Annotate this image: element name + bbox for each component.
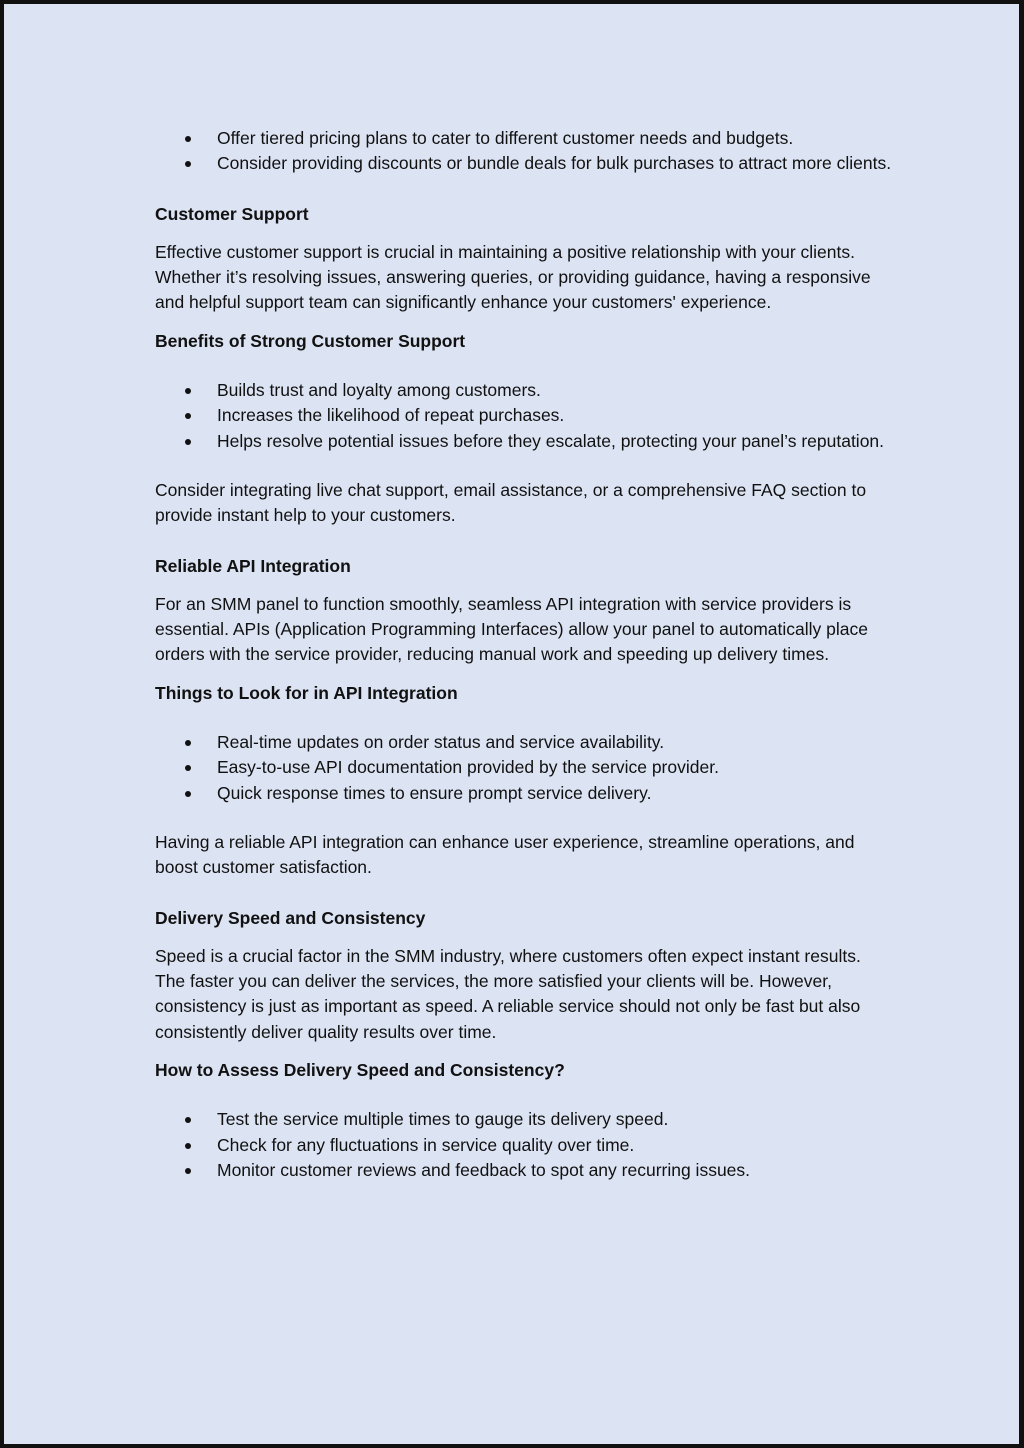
subheading-delivery-assess: How to Assess Delivery Speed and Consistency? <box>155 1060 565 1081</box>
subheading-benefits: Benefits of Strong Customer Support <box>155 330 466 351</box>
bullet-icon <box>185 740 191 746</box>
section-heading-customer-support: Customer Support <box>155 203 309 224</box>
list-item: Monitor customer reviews and feedback to spot any recurring issues. <box>155 1158 895 1183</box>
list-item: Quick response times to ensure prompt service delivery. <box>155 781 895 806</box>
list-item: Increases the likelihood of repeat purchases. <box>155 403 895 428</box>
delivery-paragraph: Speed is a crucial factor in the SMM industry, where customers often expect instant results. The faster you can deliver the services, the more satisfied your clients will be. However, consistency is just as important as speed. A reliable service should not only be fast but also consistently deliver quality results over time. <box>155 945 861 1042</box>
pricing-list <box>155 126 895 177</box>
customer-support-closing: Consider integrating live chat support, email assistance, or a comprehensive FAQ section to provide instant help to your customers. <box>155 479 867 526</box>
bullet-icon <box>185 439 191 445</box>
bullet-icon <box>185 388 191 394</box>
list-item: Easy-to-use API documentation provided by the service provider. <box>155 755 895 780</box>
bullet-icon <box>185 1117 191 1123</box>
list-item: Test the service multiple times to gauge its delivery speed. <box>155 1107 895 1132</box>
list-item: Helps resolve potential issues before they escalate, protecting your panel’s reputation. <box>155 429 895 454</box>
bullet-icon <box>185 1168 191 1174</box>
bullet-icon <box>185 791 191 797</box>
list-item: Consider providing discounts or bundle deals for bulk purchases to attract more clients. <box>155 151 895 176</box>
list-item: Real-time updates on order status and service availability. <box>155 730 895 755</box>
api-integration-closing: Having a reliable API integration can enhance user experience, streamline operations, and boost customer satisfaction. <box>155 831 855 878</box>
api-integration-paragraph: For an SMM panel to function smoothly, seamless API integration with service providers is essential. APIs (Application Programming Interfaces) allow your panel to automatically place orders with the service provider, reducing manual work and speeding up delivery times. <box>155 593 868 665</box>
api-list <box>155 730 895 806</box>
list-item: Offer tiered pricing plans to cater to different customer needs and budgets. <box>155 126 895 151</box>
list-item: Builds trust and loyalty among customers. <box>155 378 895 403</box>
bullet-icon <box>185 136 191 142</box>
bullet-icon <box>185 765 191 771</box>
list-item: Check for any fluctuations in service quality over time. <box>155 1133 895 1158</box>
customer-support-paragraph: Effective customer support is crucial in maintaining a positive relationship with your clients. Whether it’s resolving issues, answering queries, or providing guidance, having a responsive and helpful support team can significantly enhance your customers' experience. <box>155 241 871 313</box>
section-heading-api-integration: Reliable API Integration <box>155 555 351 576</box>
document-content <box>155 126 895 1183</box>
subheading-api-things: Things to Look for in API Integration <box>155 682 458 703</box>
bullet-icon <box>185 161 191 167</box>
bullet-icon <box>185 1143 191 1149</box>
bullet-icon <box>185 413 191 419</box>
delivery-list <box>155 1107 895 1183</box>
benefits-list <box>155 378 895 454</box>
section-heading-delivery: Delivery Speed and Consistency <box>155 907 426 928</box>
